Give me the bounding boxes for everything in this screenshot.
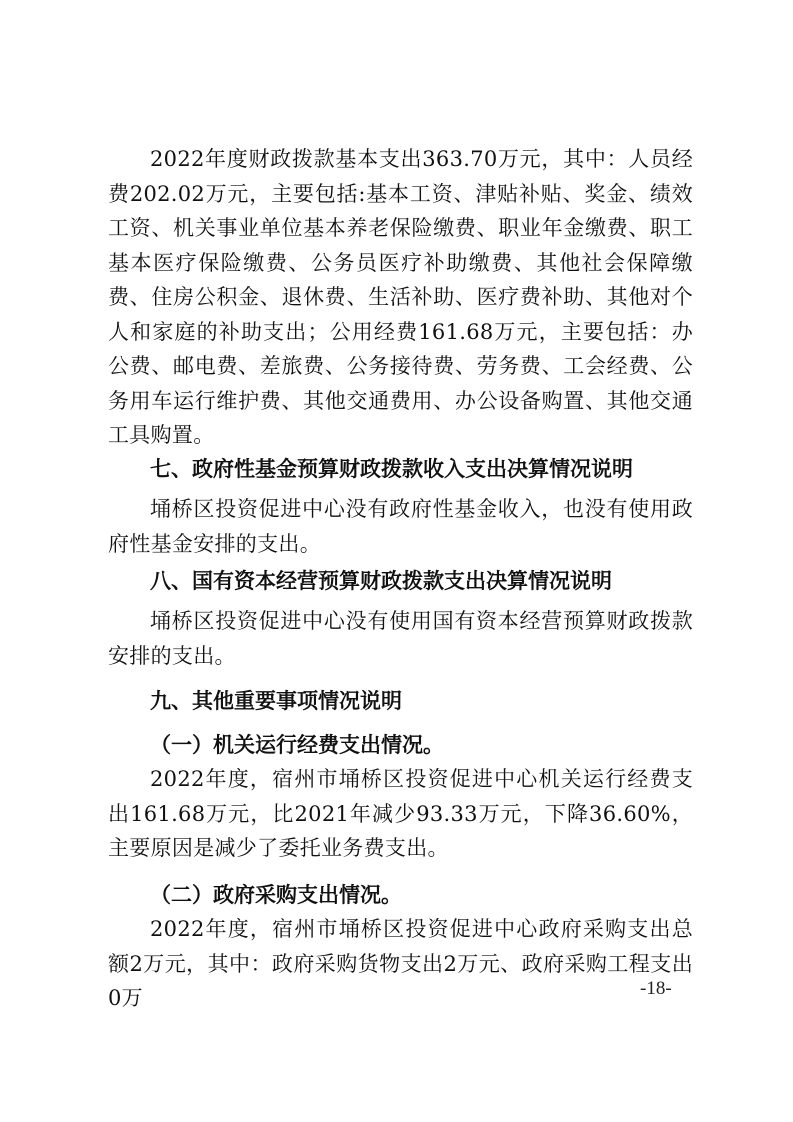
- section-heading-8: 八、国有资本经营预算财政拨款支出决算情况说明: [150, 569, 612, 593]
- section-heading-7: 七、政府性基金预算财政拨款收入支出决算情况说明: [150, 457, 633, 481]
- subheading-operating-costs: （一）机关运行经费支出情况。: [150, 733, 444, 757]
- paragraph-procurement: 2022年度，宿州市埇桥区投资促进中心政府采购支出总额2万元，其中：政府采购货物支出2万元、政府采购工程支出0万: [108, 917, 693, 1010]
- page-number: -18-: [640, 978, 672, 999]
- paragraph-basic-expenditure: 2022年度财政拨款基本支出363.70万元，其中：人员经费202.02万元，主要包括:基本工资、津贴补贴、奖金、绩效工资、机关事业单位基本养老保险缴费、职业年金缴费、职工基本医疗保险缴费、公务员医疗补助缴费、其他社会保障缴费、住房公积金、退休费、生活补助、医疗费补助、其他对个人和家庭的补助支出；公用经费161.68万元，主要包括：办公费、邮电费、差旅费、公务接待费、劳务费、工会经费、公务用车运行维护费、其他交通费用、办公设备购置、其他交通工具购置。: [108, 147, 693, 447]
- paragraph-operating-costs: 2022年度，宿州市埇桥区投资促进中心机关运行经费支出161.68万元，比2021年减少93.33万元，下降36.60%，主要原因是减少了委托业务费支出。: [108, 767, 693, 860]
- subheading-procurement: （二）政府采购支出情况。: [150, 883, 402, 907]
- paragraph-section-8: 埇桥区投资促进中心没有使用国有资本经营预算财政拨款安排的支出。: [108, 609, 693, 668]
- paragraph-section-7: 埇桥区投资促进中心没有政府性基金收入，也没有使用政府性基金安排的支出。: [108, 497, 693, 556]
- section-heading-9: 九、其他重要事项情况说明: [150, 689, 402, 713]
